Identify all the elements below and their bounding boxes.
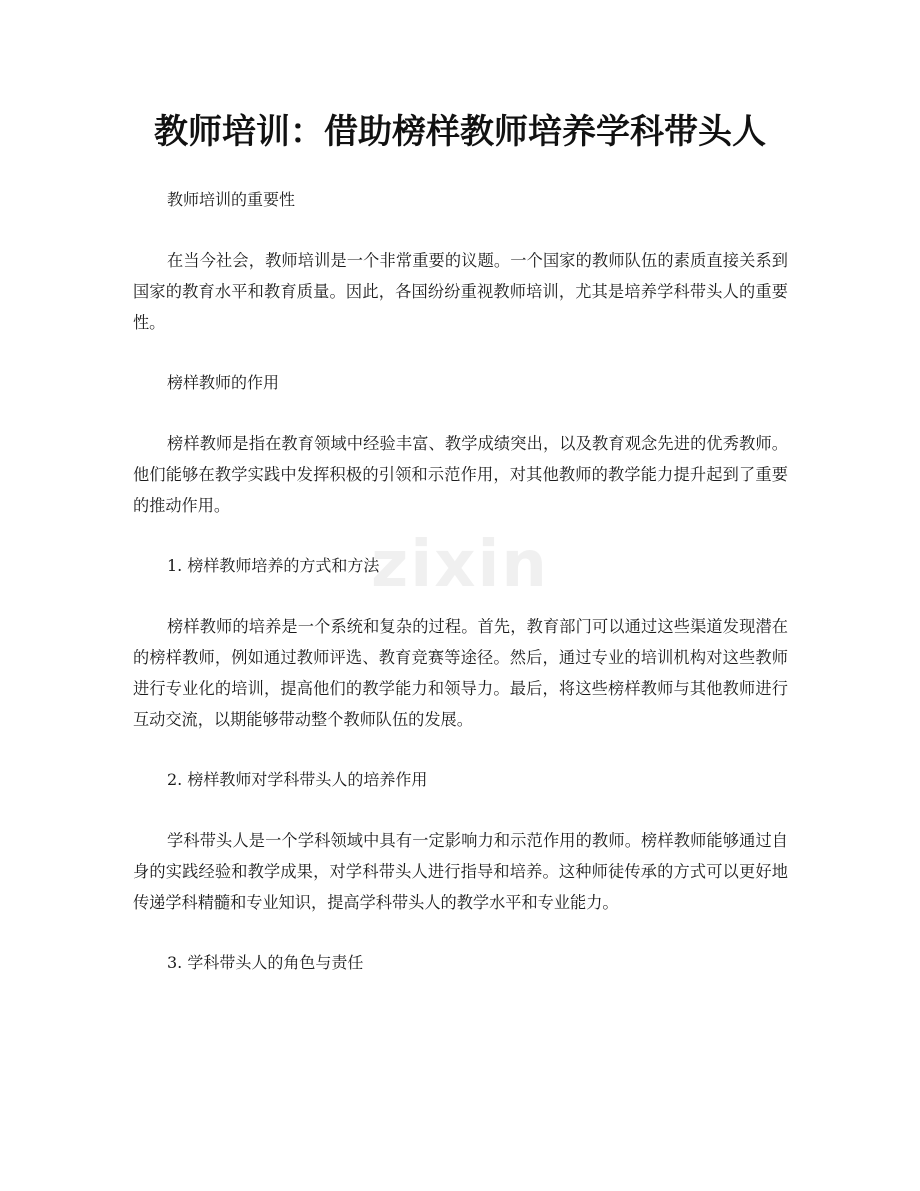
section-heading-leader-role: 3. 学科带头人的角色与责任	[167, 953, 364, 972]
section-heading-importance: 教师培训的重要性	[167, 190, 296, 209]
paragraph-training-methods: 榜样教师的培养是一个系统和复杂的过程。首先，教育部门可以通过这些渠道发现潜在的榜样教师，例如通过教师评选、教育竞赛等途径。然后，通过专业的培训机构对这些教师进行专业化的培训，提高他们的教学能力和领导力。最后，将这些榜样教师与其他教师进行互动交流，以期能够带动整个教师队伍的发展。	[133, 617, 788, 729]
paragraph-leader-cultivation: 学科带头人是一个学科领域中具有一定影响力和示范作用的教师。榜样教师能够通过自身的实践经验和教学成果，对学科带头人进行指导和培养。这种师徒传承的方式可以更好地传递学科精髓和专业知识，提高学科带头人的教学水平和专业能力。	[133, 831, 788, 912]
section-heading-training-methods: 1. 榜样教师培养的方式和方法	[167, 556, 380, 575]
section-heading-role-model: 榜样教师的作用	[167, 373, 280, 392]
section-heading-leader-cultivation: 2. 榜样教师对学科带头人的培养作用	[167, 770, 428, 789]
paragraph-importance: 在当今社会，教师培训是一个非常重要的议题。一个国家的教师队伍的素质直接关系到国家的教育水平和教育质量。因此，各国纷纷重视教师培训，尤其是培养学科带头人的重要性。	[133, 251, 788, 332]
page-title: 教师培训：借助榜样教师培养学科带头人	[154, 112, 766, 152]
watermark: zixin	[371, 528, 549, 602]
paragraph-role-model: 榜样教师是指在教育领域中经验丰富、教学成绩突出，以及教育观念先进的优秀教师。他们能够在教学实践中发挥积极的引领和示范作用，对其他教师的教学能力提升起到了重要的推动作用。	[133, 434, 788, 515]
document-body	[133, 183, 788, 1008]
